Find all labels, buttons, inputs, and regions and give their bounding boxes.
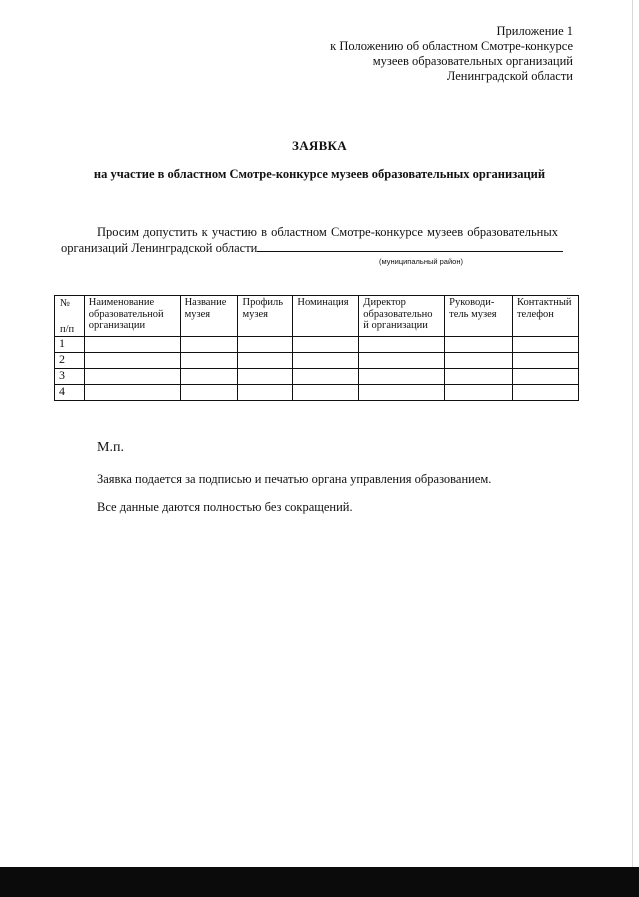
appendix-reference xyxy=(330,24,573,84)
table-cell[interactable] xyxy=(84,385,180,401)
table-cell[interactable] xyxy=(445,369,513,385)
appendix-line: Приложение 1 xyxy=(496,24,573,38)
row-number: 1 xyxy=(55,337,85,353)
table-cell[interactable] xyxy=(359,337,445,353)
table-cell[interactable] xyxy=(512,369,578,385)
table-cell[interactable] xyxy=(445,385,513,401)
table-row xyxy=(55,369,579,385)
table-cell[interactable] xyxy=(238,369,293,385)
header-number-abbr: п/п xyxy=(60,323,75,335)
table-row xyxy=(55,337,579,353)
appendix-line: к Положению об областном Смотре-конкурсе xyxy=(330,39,573,53)
header-nomination: Номинация xyxy=(293,296,359,337)
header-number-sign: № xyxy=(60,298,71,309)
table-row xyxy=(55,353,579,369)
district-hint: (муниципальный район) xyxy=(379,257,463,266)
table-header-row xyxy=(55,296,579,337)
header-organization: Наименование образовательной организации xyxy=(84,296,180,337)
table-cell[interactable] xyxy=(293,385,359,401)
scan-dark-band xyxy=(0,867,639,897)
header-museum-head: Руководи-тель музея xyxy=(445,296,513,337)
scan-edge-line xyxy=(632,0,633,867)
table-cell[interactable] xyxy=(293,369,359,385)
table-cell[interactable] xyxy=(180,385,238,401)
header-director: Директор образовательно й организации xyxy=(359,296,445,337)
signature-note: Заявка подается за подписью и печатью органа управления образованием. xyxy=(97,472,492,486)
appendix-line: Ленинградской области xyxy=(446,69,573,83)
table-cell[interactable] xyxy=(512,337,578,353)
header-number xyxy=(55,296,85,337)
appendix-line: музеев образовательных организаций xyxy=(372,54,573,68)
table-cell[interactable] xyxy=(512,385,578,401)
applicants-table xyxy=(54,295,579,401)
table-cell[interactable] xyxy=(293,337,359,353)
row-number: 2 xyxy=(55,353,85,369)
table-cell[interactable] xyxy=(180,353,238,369)
table-cell[interactable] xyxy=(84,369,180,385)
table-cell[interactable] xyxy=(359,385,445,401)
table-cell[interactable] xyxy=(238,385,293,401)
row-number: 3 xyxy=(55,369,85,385)
table-cell[interactable] xyxy=(180,337,238,353)
table-cell[interactable] xyxy=(84,337,180,353)
request-line-2 xyxy=(61,240,574,266)
request-paragraph xyxy=(61,225,574,266)
document-title: ЗАЯВКА xyxy=(292,138,347,153)
table-cell[interactable] xyxy=(180,369,238,385)
header-museum-name: Название музея xyxy=(180,296,238,337)
table-cell[interactable] xyxy=(238,353,293,369)
document-subtitle: на участие в областном Смотре-конкурсе музеев образовательных организаций xyxy=(93,167,546,181)
table-cell[interactable] xyxy=(359,369,445,385)
header-phone: Контактный телефон xyxy=(512,296,578,337)
table-cell[interactable] xyxy=(293,353,359,369)
table-cell[interactable] xyxy=(445,337,513,353)
request-line-1: Просим допустить к участию в областном Смотре-конкурсе музеев образовательных xyxy=(97,225,559,239)
table-cell[interactable] xyxy=(445,353,513,369)
full-data-note: Все данные даются полностью без сокращений. xyxy=(97,500,353,514)
request-line-2-text: организаций Ленинградской области xyxy=(61,241,258,255)
table-row xyxy=(55,385,579,401)
row-number: 4 xyxy=(55,385,85,401)
table-cell[interactable] xyxy=(359,353,445,369)
stamp-place-label: М.п. xyxy=(97,440,124,455)
table-cell[interactable] xyxy=(512,353,578,369)
table-cell[interactable] xyxy=(84,353,180,369)
table-cell[interactable] xyxy=(238,337,293,353)
district-blank-field[interactable] xyxy=(257,240,563,252)
header-museum-profile: Профиль музея xyxy=(238,296,293,337)
